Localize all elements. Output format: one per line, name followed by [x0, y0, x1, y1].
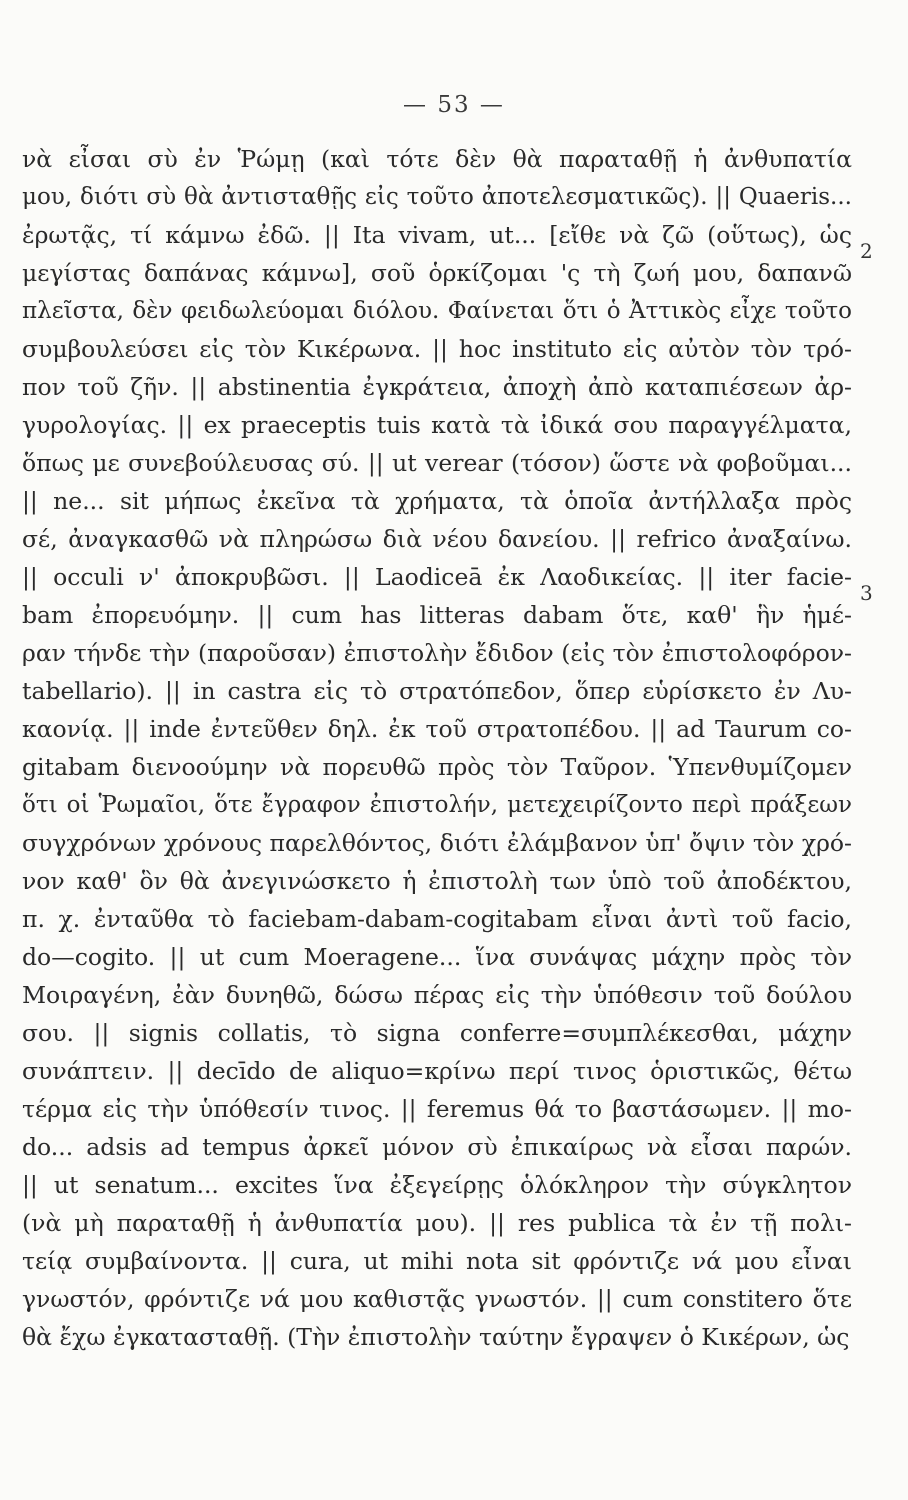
text-line: do... adsis ad tempus ἀρκεῖ μόνον σὺ ἐπικαίρως νὰ εἶσαι παρών.: [22, 1133, 852, 1161]
text-line: ἐρωτᾷς, τί κάμνω ἐδῶ. || Ita vivam, ut... [εἴθε νὰ ζῶ (οὕτως), ὡς: [22, 221, 852, 249]
text-line: Μοιραγένη, ἐὰν δυνηθῶ, δώσω πέρας εἰς τὴν ὑπόθεσιν τοῦ δούλου: [22, 981, 852, 1009]
page-number: — 53 —: [403, 92, 505, 118]
text-line: θὰ ἔχω ἐγκατασταθῇ. (Τὴν ἐπιστολὴν ταύτην ἔγραψεν ὁ Κικέρων, ὡς: [22, 1323, 850, 1351]
text-line: μου, διότι σὺ θὰ ἀντισταθῇς εἰς τοῦτο ἀποτελεσματικῶς). || Quaeris...: [22, 184, 852, 210]
text-line: πλεῖστα, δὲν φειδωλεύομαι διόλου. Φαίνεται ὅτι ὁ Ἀττικὸς εἶχε τοῦτο: [22, 298, 852, 324]
text-line: τέρμα εἰς τὴν ὑπόθεσίν τινος. || feremus θά το βαστάσωμεν. || mo-: [22, 1095, 852, 1123]
text-line: ραν τήνδε τὴν (παροῦσαν) ἐπιστολὴν ἔδιδον (εἰς τὸν ἐπιστολοφόρον-: [22, 639, 852, 667]
text-line: τείᾳ συμβαίνοντα. || cura, ut mihi nota sit φρόντιζε νά μου εἶναι: [22, 1247, 852, 1275]
text-line: do—cogito. || ut cum Moeragene... ἵνα συνάψας μάχην πρὸς τὸν: [22, 943, 852, 971]
text-line: καονίᾳ. || inde ἐντεῦθεν δηλ. ἐκ τοῦ στρατοπέδου. || ad Taurum co-: [22, 715, 852, 743]
text-line: συγχρόνων χρόνους παρελθόντος, διότι ἐλάμβανον ὑπ' ὄψιν τὸν χρό-: [22, 829, 852, 857]
text-line: συμβουλεύσει εἰς τὸν Κικέρωνα. || hoc instituto εἰς αὐτὸν τὸν τρό-: [22, 335, 852, 363]
text-line: συνάπτειν. || decīdo de aliquo=κρίνω περί τινος ὁριστικῶς, θέτω: [22, 1057, 852, 1085]
text-line: νον καθ' ὃν θὰ ἀνεγινώσκετο ἡ ἐπιστολὴ των ὑπὸ τοῦ ἀποδέκτου,: [22, 867, 852, 895]
text-line: (νὰ μὴ παραταθῇ ἡ ἀνθυπατία μου). || res publica τὰ ἐν τῇ πολι-: [22, 1209, 852, 1237]
text-line: ὅτι οἱ Ῥωμαῖοι, ὅτε ἔγραφον ἐπιστολήν, μετεχειρίζοντο περὶ πράξεων: [22, 792, 852, 818]
text-line: γνωστόν, φρόντιζε νά μου καθιστᾷς γνωστόν. || cum constitero ὅτε: [22, 1285, 852, 1313]
text-line: σου. || signis collatis, τὸ signa conferre=συμπλέκεσθαι, μάχην: [22, 1019, 852, 1047]
text-line: μεγίστας δαπάνας κάμνω], σοῦ ὁρκίζομαι 'ς τὴ ζωή μου, δαπανῶ: [22, 259, 852, 287]
text-line: πον τοῦ ζῆν. || abstinentia ἐγκράτεια, ἀποχὴ ἀπὸ καταπιέσεων ἀρ-: [22, 373, 852, 401]
text-line: gitabam διενοούμην νὰ πορευθῶ πρὸς τὸν Ταῦρον. Ὑπενθυμίζομεν: [22, 753, 852, 781]
text-line: σέ, ἀναγκασθῶ νὰ πληρώσω διὰ νέου δανείου. || refrico ἀναξαίνω.: [22, 525, 852, 553]
text-line: || ut senatum... excites ἵνα ἐξεγείρῃς ὁλόκληρον τὴν σύγκλητον: [22, 1171, 852, 1199]
margin-note-3: 3: [860, 581, 873, 605]
text-line: νὰ εἶσαι σὺ ἐν Ῥώμῃ (καὶ τότε δὲν θὰ παραταθῇ ἡ ἀνθυπατία: [22, 145, 852, 173]
text-line: bam ἐπορευόμην. || cum has litteras dabam ὅτε, καθ' ἣν ἡμέ-: [22, 601, 852, 629]
text-line: tabellario). || in castra εἰς τὸ στρατόπεδον, ὅπερ εὑρίσκετο ἐν Λυ-: [22, 677, 852, 705]
text-line: π. χ. ἐνταῦθα τὸ faciebam-dabam-cogitabam εἶναι ἀντὶ τοῦ facio,: [22, 905, 852, 933]
margin-note-2: 2: [860, 239, 873, 263]
text-line: γυρολογίας. || ex praeceptis tuis κατὰ τὰ ἰδικά σου παραγγέλματα,: [22, 411, 852, 439]
text-line: ὅπως με συνεβούλευσας σύ. || ut verear (τόσον) ὥστε νὰ φοβοῦμαι...: [22, 449, 852, 477]
text-line: || occuli ν' ἀποκρυβῶσι. || Laodiceā ἐκ Λαοδικείας. || iter facie-: [22, 563, 852, 591]
text-line: || ne... sit μήπως ἐκεῖνα τὰ χρήματα, τὰ ὁποῖα ἀντήλλαξα πρὸς: [22, 487, 852, 515]
